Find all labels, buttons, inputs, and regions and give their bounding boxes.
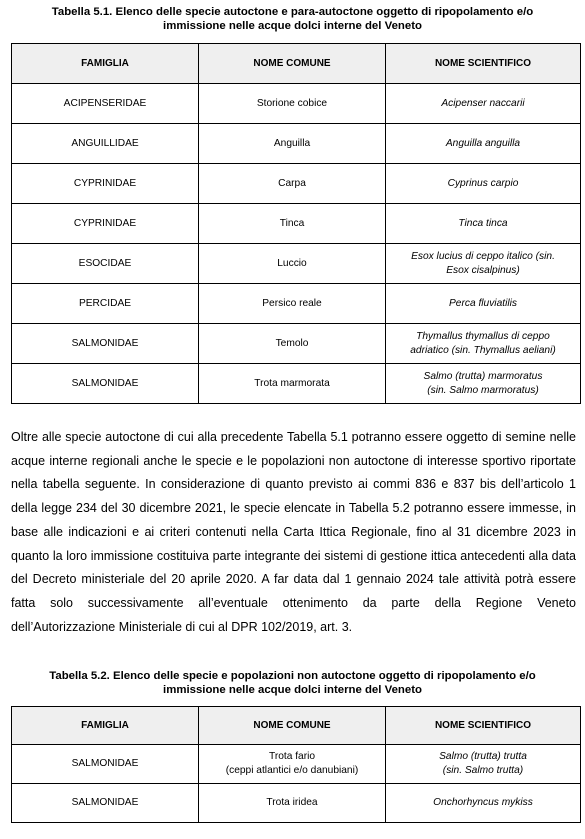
cell-nome-scientifico	[386, 204, 581, 244]
cell-nome-scientifico	[386, 164, 581, 204]
cell-nome-scientifico	[386, 324, 581, 364]
cell-famiglia: PERCIDAE	[12, 284, 199, 324]
header-nome-comune: NOME COMUNE	[199, 44, 386, 84]
table1-caption-line1: Tabella 5.1. Elenco delle specie autoctone e para-autoctone oggetto di ripopolamento e/o	[51, 6, 534, 18]
sci-line: Cyprinus carpio	[447, 177, 519, 189]
cell-famiglia: CYPRINIDAE	[12, 164, 199, 204]
cell-famiglia: SALMONIDAE	[12, 364, 199, 404]
sci-line: Onchorhyncus mykiss	[433, 797, 533, 808]
table-header-row	[12, 707, 581, 745]
body-paragraph: Oltre alle specie autoctone di cui alla precedente Tabella 5.1 potranno essere oggetto di semine nelle acque interne regionali anche le specie e le popolazioni non autoctone di interesse sportivo riportate nella tabella seguente. In considerazione di quanto previsto ai commi 836 e 837 bis dell’articolo 1 della legge 234 del 30 dicembre 2021, le specie elencate in Tabella 5.2 potranno essere immesse, in base alle indicazioni e ai criteri contenuti nella Carta Ittica Regionale, fino al 31 dicembre 2023 in quanto la loro immissione costituiva parte integrante dei sistemi di gestione ittica antecedenti alla data del Decreto ministeriale del 20 aprile 2020. A far data dal 1 gennaio 2024 tale attività potrà essere fatta solo successivamente all’eventuale ottenimento da parte della Regione Veneto dell’Autorizzazione Ministeriale di cui al DPR 102/2019, art. 3.	[11, 430, 576, 634]
table-row	[12, 124, 581, 164]
cell-nome-scientifico	[386, 745, 581, 784]
cell-nome-comune	[199, 784, 386, 823]
cell-nome-scientifico	[386, 244, 581, 284]
cell-nome-scientifico	[386, 84, 581, 124]
sci-line: Anguilla anguilla	[445, 137, 521, 149]
cell-famiglia: SALMONIDAE	[12, 745, 199, 784]
cell-nome-scientifico	[386, 364, 581, 404]
header-nome-scientifico: NOME SCIENTIFICO	[386, 44, 581, 84]
sci-line: Acipenser naccarii	[441, 97, 525, 109]
table2-caption	[0, 669, 585, 697]
table-row	[12, 204, 581, 244]
common-line: Trota fario	[268, 751, 316, 762]
table2-caption-line2: immissione nelle acque dolci interne del Veneto	[163, 684, 422, 696]
sci-line: Tinca tinca	[458, 217, 508, 229]
cell-nome-comune: Persico reale	[199, 284, 386, 324]
cell-famiglia: CYPRINIDAE	[12, 204, 199, 244]
header-nome-scientifico: NOME SCIENTIFICO	[386, 707, 581, 745]
cell-famiglia: ANGUILLIDAE	[12, 124, 199, 164]
table-non-native-species	[11, 706, 581, 823]
cell-famiglia: ESOCIDAE	[12, 244, 199, 284]
common-line: Trota iridea	[266, 797, 318, 808]
cell-nome-comune: Storione cobice	[199, 84, 386, 124]
sci-line: adriatico (sin. Thymallus aeliani)	[410, 344, 556, 356]
table1-caption-line2: immissione nelle acque dolci interne del Veneto	[163, 20, 422, 32]
table-row	[12, 364, 581, 404]
cell-famiglia: SALMONIDAE	[12, 324, 199, 364]
sci-line: Salmo (trutta) marmoratus	[423, 370, 543, 382]
cell-nome-comune: Carpa	[199, 164, 386, 204]
cell-nome-scientifico	[386, 124, 581, 164]
table-row	[12, 784, 581, 823]
header-nome-comune: NOME COMUNE	[199, 707, 386, 745]
cell-nome-comune: Trota marmorata	[199, 364, 386, 404]
common-line: (ceppi atlantici e/o danubiani)	[225, 765, 359, 776]
table-row	[12, 284, 581, 324]
table1-caption	[0, 5, 585, 33]
sci-line: Esox cisalpinus)	[446, 264, 520, 276]
sci-line: (sin. Salmo marmoratus)	[427, 384, 539, 396]
cell-nome-comune: Tinca	[199, 204, 386, 244]
cell-nome-comune: Temolo	[199, 324, 386, 364]
cell-famiglia: ACIPENSERIDAE	[12, 84, 199, 124]
header-famiglia: FAMIGLIA	[12, 707, 199, 745]
table-header-row	[12, 44, 581, 84]
table-row	[12, 745, 581, 784]
table-row	[12, 84, 581, 124]
table-row	[12, 324, 581, 364]
sci-line: Thymallus thymallus di ceppo	[416, 330, 550, 342]
cell-nome-comune: Luccio	[199, 244, 386, 284]
cell-nome-comune	[199, 745, 386, 784]
table-row	[12, 244, 581, 284]
sci-line: Esox lucius di ceppo italico (sin.	[411, 250, 555, 262]
table-native-species	[11, 43, 581, 404]
cell-nome-scientifico	[386, 284, 581, 324]
sci-line: (sin. Salmo trutta)	[442, 765, 524, 776]
header-famiglia: FAMIGLIA	[12, 44, 199, 84]
sci-line: Salmo (trutta) trutta	[439, 751, 527, 762]
table-row	[12, 164, 581, 204]
cell-nome-scientifico	[386, 784, 581, 823]
sci-line: Perca fluviatilis	[449, 297, 517, 309]
table2-caption-line1: Tabella 5.2. Elenco delle specie e popolazioni non autoctone oggetto di ripopolamento e/o	[49, 670, 536, 682]
cell-famiglia: SALMONIDAE	[12, 784, 199, 823]
cell-nome-comune: Anguilla	[199, 124, 386, 164]
